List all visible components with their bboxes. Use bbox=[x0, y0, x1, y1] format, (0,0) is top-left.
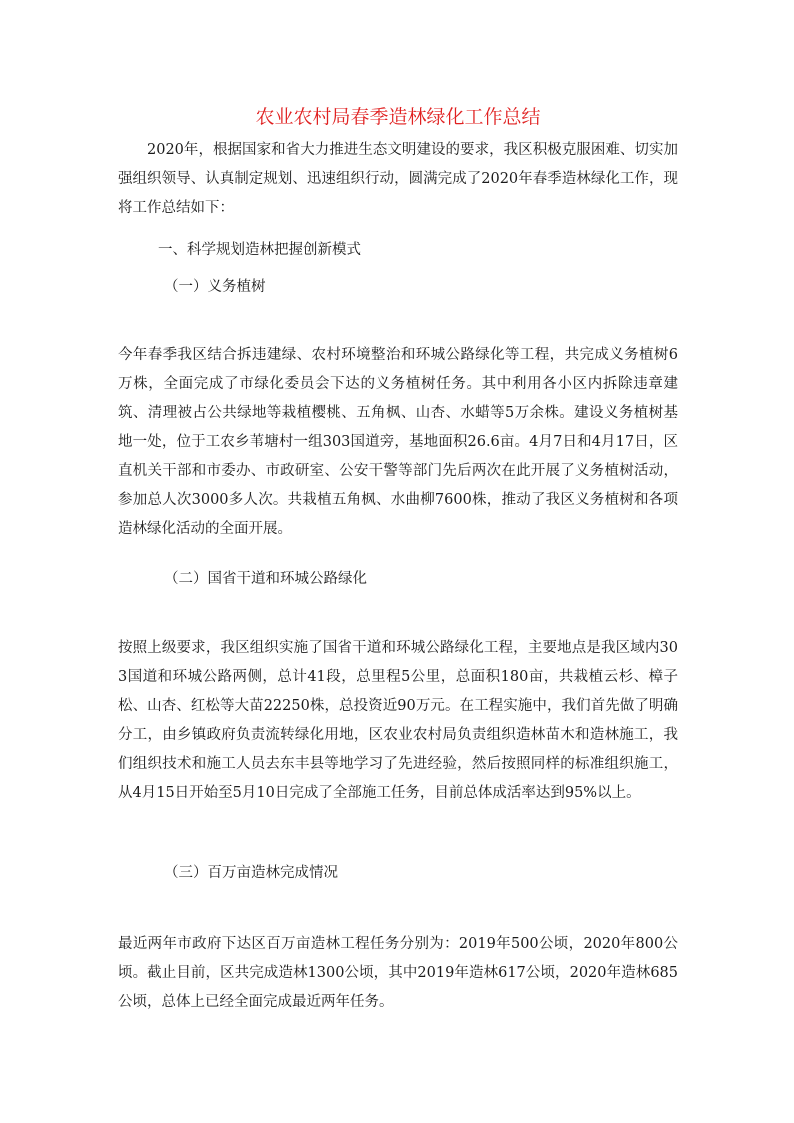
subsection-heading-3: （三）百万亩造林完成情况 bbox=[164, 865, 338, 881]
subsection-heading-2: （二）国省干道和环城公路绿化 bbox=[164, 571, 367, 587]
subsection-heading-1: （一）义务植树 bbox=[164, 279, 266, 295]
intro-paragraph: 2020年，根据国家和省大力推进生态文明建设的要求，我区积极克服困难、切实加强组织领导、认真制定规划、迅速组织行动，圆满完成了2020年春季造林绿化工作，现将工作总结如下： bbox=[118, 142, 678, 216]
subsection-body-1: 今年春季我区结合拆违建绿、农村环境整治和环城公路绿化等工程，共完成义务植树6万株，全面完成了市绿化委员会下达的义务植树任务。其中利用各小区内拆除违章建筑、清理被占公共绿地等栽植樱桃、五角枫、山杏、水蜡等5万余株。建设义务植树基地一处，位于工农乡苇塘村一组303国道旁，基地面积26.6亩。4月7日和4月17日，区直机关干部和市委办、市政研室、公安干警等部门先后两次在此开展了义务植树活动，参加总人次3000多人次。共栽植五角枫、水曲柳7600株，推动了我区义务植树和各项造林绿化活动的全面开展。 bbox=[118, 347, 678, 537]
subsection-body-3: 最近两年市政府下达区百万亩造林工程任务分别为：2019年500公顷，2020年800公顷。截止目前，区共完成造林1300公顷，其中2019年造林617公顷，2020年造林685公顷，总体上已经全面完成最近两年任务。 bbox=[118, 936, 678, 1010]
document-title: 农业农村局春季造林绿化工作总结 bbox=[255, 106, 541, 128]
subsection-body-2: 按照上级要求，我区组织实施了国省干道和环城公路绿化工程，主要地点是我区域内303国道和环城公路两侧，总计41段，总里程5公里，总面积180亩，共栽植云杉、樟子松、山杏、红松等大苗22250株，总投资近90万元。在工程实施中，我们首先做了明确分工，由乡镇政府负责流转绿化用地，区农业农村局负责组织造林苗木和造林施工，我们组织技术和施工人员去东丰县等地学习了先进经验，然后按照同样的标准组织施工，从4月15日开始至5月10日完成了全部施工任务，目前总体成活率达到95%以上。 bbox=[118, 640, 678, 801]
section-heading-1: 一、科学规划造林把握创新模式 bbox=[158, 242, 361, 258]
